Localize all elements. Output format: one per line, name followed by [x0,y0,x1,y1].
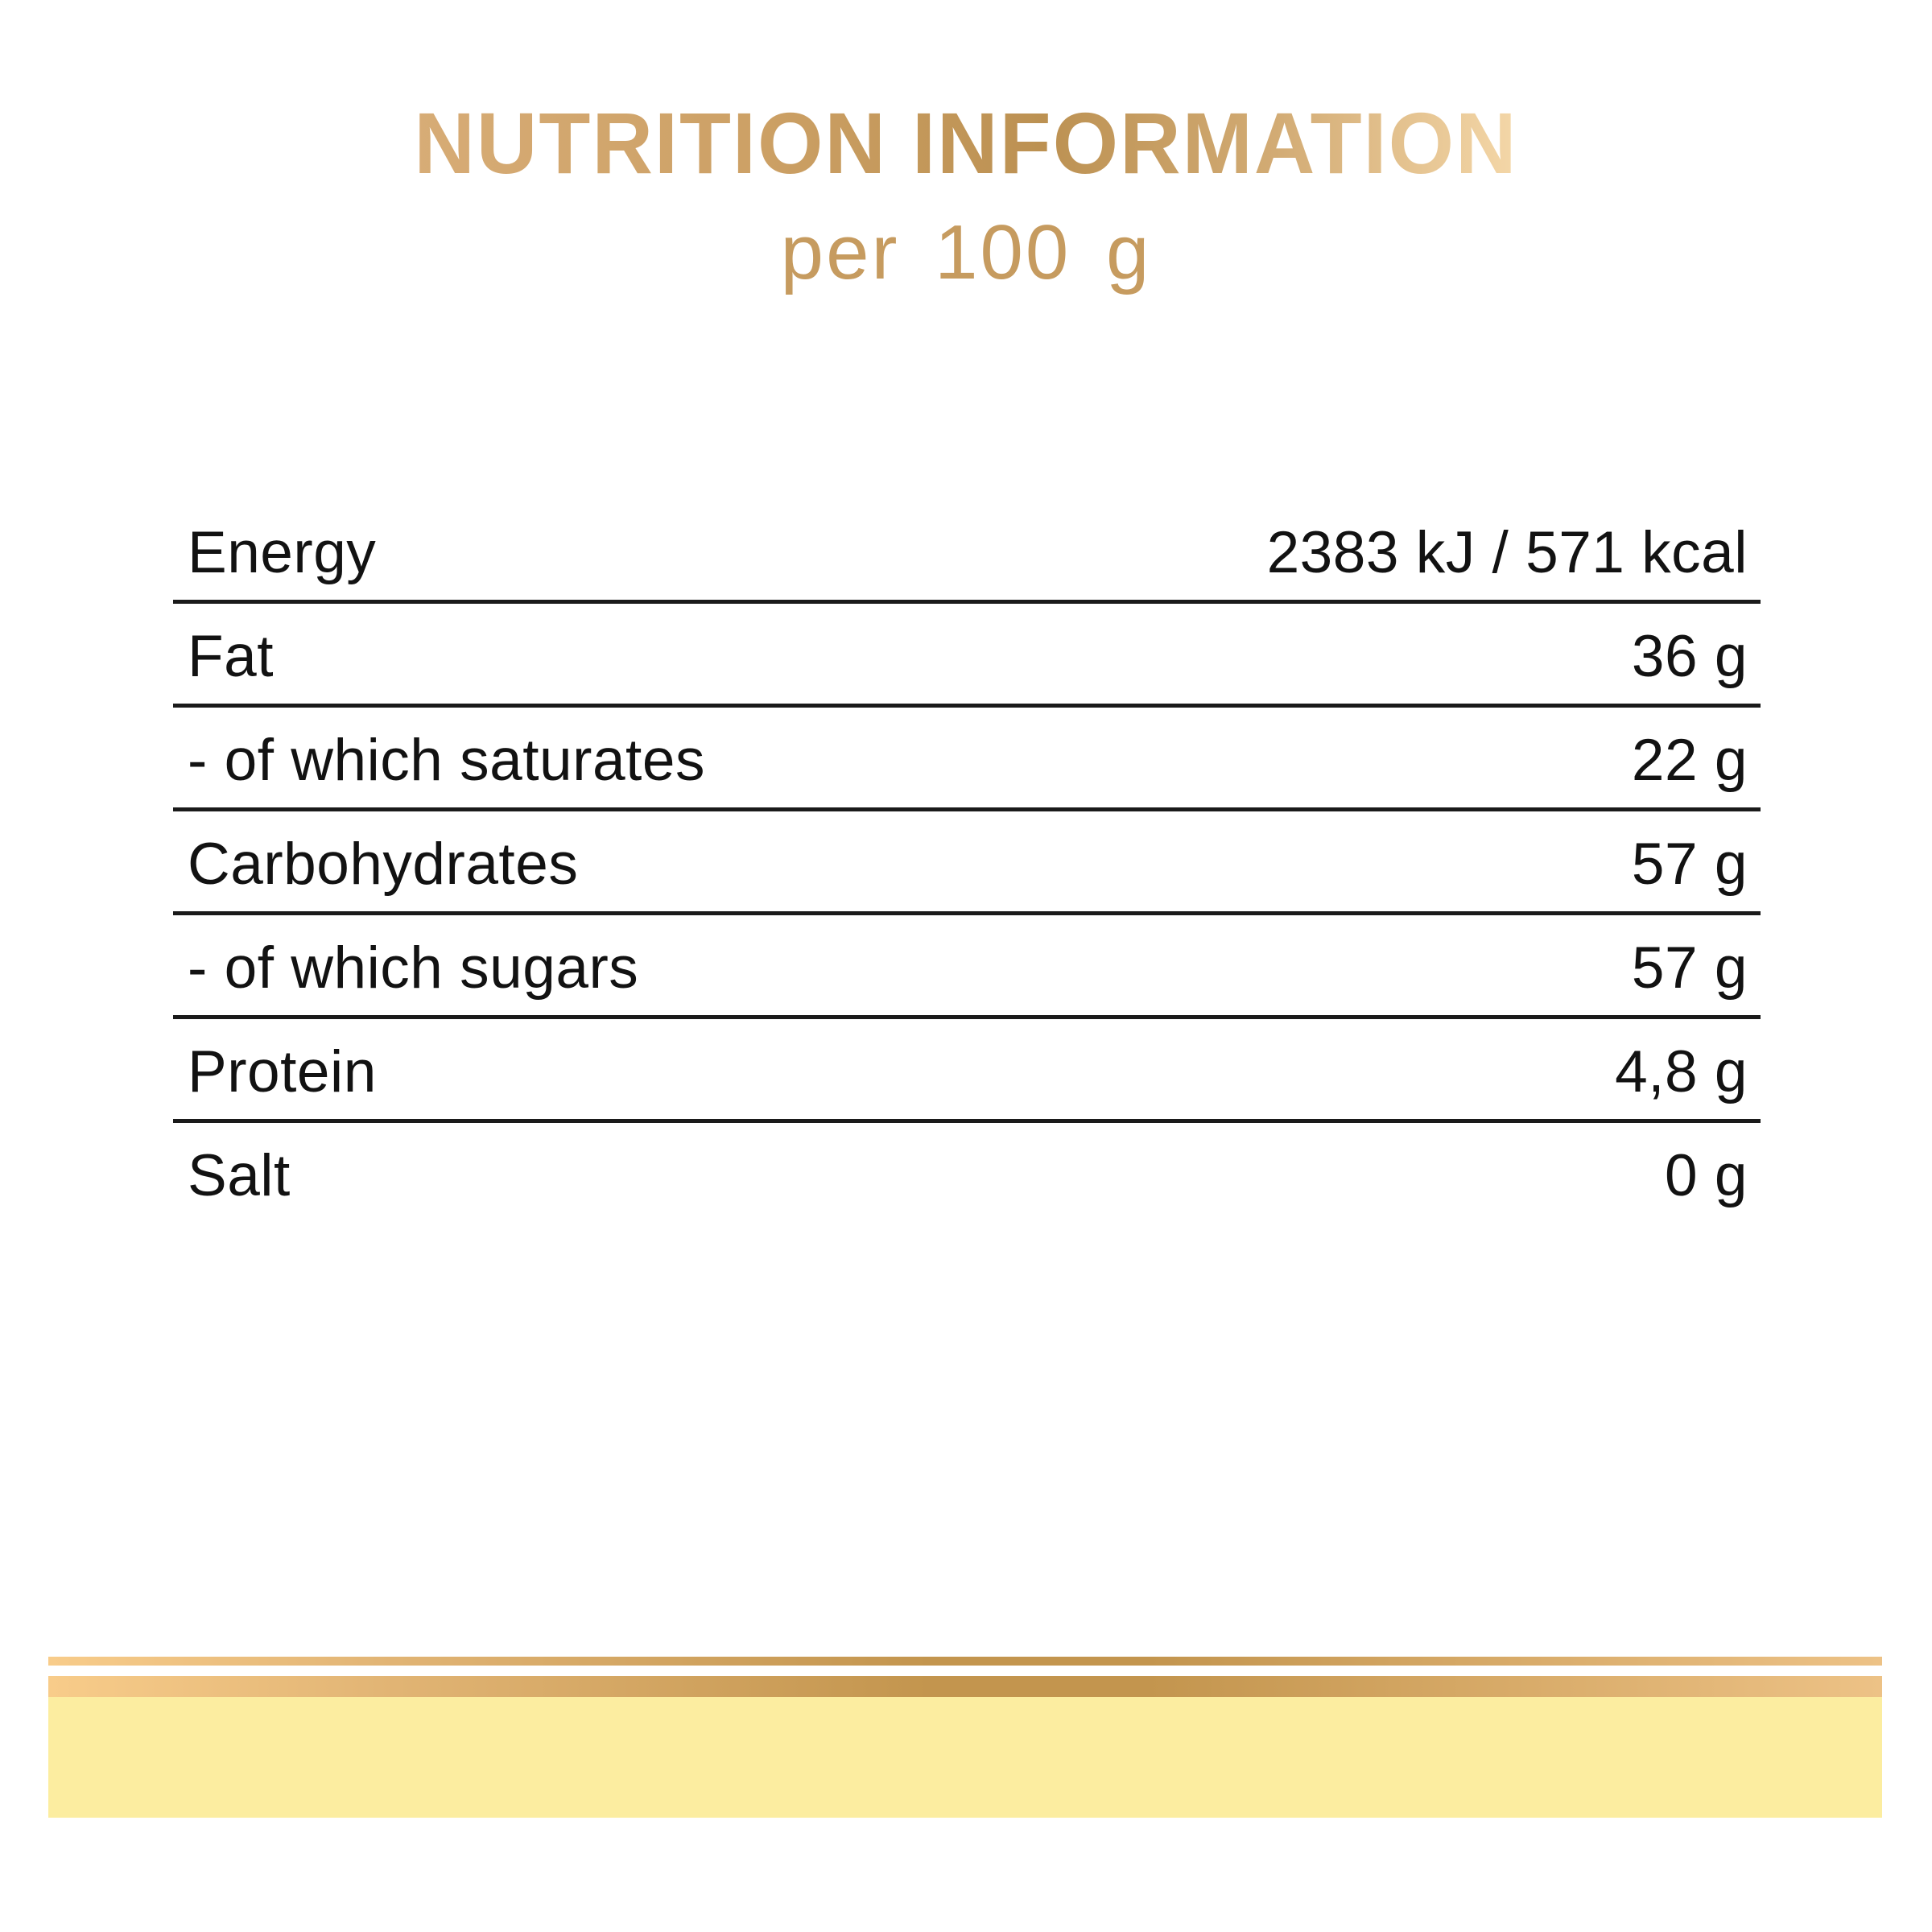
gold-stripe-thin [48,1657,1882,1666]
nutrient-label: Fat [188,623,274,689]
nutrition-table [173,500,1761,1223]
nutrient-value: 57 g [1631,831,1748,897]
nutrient-value: 4,8 g [1615,1038,1748,1104]
nutrient-value: 0 g [1665,1142,1748,1208]
table-row-fat [173,604,1761,708]
table-row-carbohydrates [173,811,1761,915]
header [0,94,1932,192]
gold-stripe-thick [48,1676,1882,1697]
table-row-energy [173,500,1761,604]
nutrient-label: Carbohydrates [188,831,579,897]
subheader [0,209,1932,295]
nutrient-value: 57 g [1631,935,1748,1001]
nutrient-label: - of which saturates [188,727,705,793]
nutrient-value: 36 g [1631,623,1748,689]
nutrient-label: Protein [188,1038,377,1104]
table-row-saturates [173,708,1761,811]
nutrient-value: 22 g [1631,727,1748,793]
nutrient-value: 2383 kJ / 571 kcal [1266,519,1748,585]
table-row-protein [173,1019,1761,1123]
page-subtitle: per 100 g [780,209,1152,295]
table-row-sugars [173,915,1761,1019]
nutrient-label: - of which sugars [188,935,639,1001]
table-row-salt [173,1123,1761,1223]
yellow-band [48,1697,1882,1818]
nutrient-label: Salt [188,1142,291,1208]
page-title: NUTRITION INFORMATION [414,94,1518,192]
nutrient-label: Energy [188,519,377,585]
